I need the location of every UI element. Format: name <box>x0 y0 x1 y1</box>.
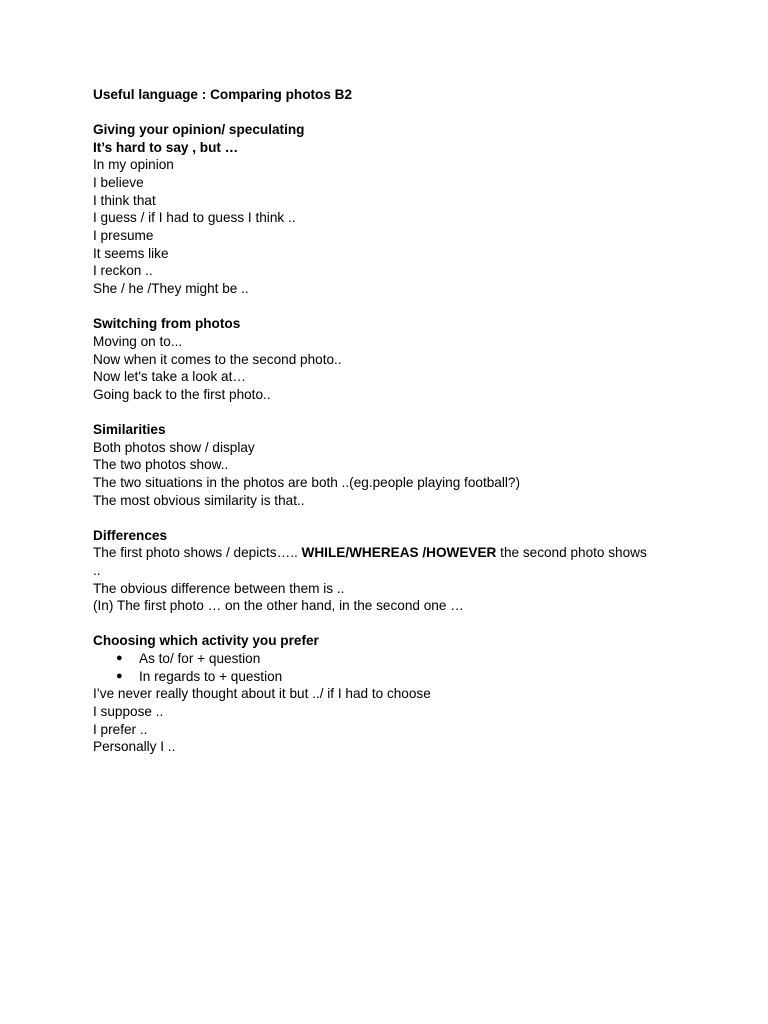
phrase-line: Now when it comes to the second photo.. <box>93 351 342 367</box>
phrase-line: The obvious difference between them is .. <box>93 580 345 596</box>
spacer <box>93 298 693 315</box>
phrase-line: The most obvious similarity is that.. <box>93 492 305 508</box>
phrase-line: I presume <box>93 228 154 244</box>
phrase-line: I suppose .. <box>93 704 164 720</box>
section-subheading-opinion: It’s hard to say , but … <box>93 139 239 155</box>
bullet-item <box>93 668 693 686</box>
phrase-line: Now let's take a look at… <box>93 369 246 385</box>
phrase-line: The two situations in the photos are both ..(eg.people playing football?) <box>93 474 520 490</box>
section-heading-switching: Switching from photos <box>93 316 241 332</box>
bullet-text: As to/ for + question <box>139 651 261 667</box>
bullet-icon: ● <box>116 652 123 665</box>
section-heading-similarities: Similarities <box>93 421 166 437</box>
phrase-line: Both photos show / display <box>93 439 255 455</box>
phrase-line: I prefer .. <box>93 721 148 737</box>
section-heading-opinion: Giving your opinion/ speculating <box>93 121 305 137</box>
phrase-line: In my opinion <box>93 157 174 173</box>
phrase-line: I think that <box>93 192 156 208</box>
phrase-line: I reckon .. <box>93 263 153 279</box>
phrase-line-contrast <box>93 544 693 562</box>
phrase-line-continuation: .. <box>93 563 101 578</box>
phrase-line: Moving on to... <box>93 333 183 349</box>
phrase-line: I’ve never really thought about it but ../ if I had to choose <box>93 686 431 702</box>
section-similarities <box>93 421 693 509</box>
phrase-line: I believe <box>93 175 144 191</box>
spacer <box>93 509 693 526</box>
bullet-text: In regards to + question <box>139 668 283 684</box>
spacer <box>93 404 693 421</box>
spacer <box>93 104 693 121</box>
contrast-text-start: The first photo shows / depicts….. <box>93 545 302 561</box>
bullet-item <box>93 650 693 668</box>
phrase-line: Personally I .. <box>93 739 176 755</box>
section-differences <box>93 527 693 615</box>
section-opinion <box>93 121 693 298</box>
phrase-line: I guess / if I had to guess I think .. <box>93 210 296 226</box>
phrase-line: It seems like <box>93 245 169 261</box>
section-switching <box>93 315 693 403</box>
phrase-line: (In) The first photo … on the other hand, in the second one … <box>93 598 464 614</box>
spacer <box>93 615 693 632</box>
section-heading-preference: Choosing which activity you prefer <box>93 633 319 649</box>
contrast-text-end: the second photo shows <box>496 545 647 561</box>
bullet-icon: ● <box>116 669 123 682</box>
phrase-line: Going back to the first photo.. <box>93 386 271 402</box>
bullet-list <box>93 650 693 685</box>
section-preference <box>93 632 693 756</box>
phrase-line: She / he /They might be .. <box>93 281 249 297</box>
phrase-line: The two photos show.. <box>93 457 229 473</box>
contrast-keywords: WHILE/WHEREAS /HOWEVER <box>301 545 497 561</box>
document-title: Useful language : Comparing photos B2 <box>93 87 353 102</box>
document-page <box>93 86 693 756</box>
section-heading-differences: Differences <box>93 527 168 543</box>
